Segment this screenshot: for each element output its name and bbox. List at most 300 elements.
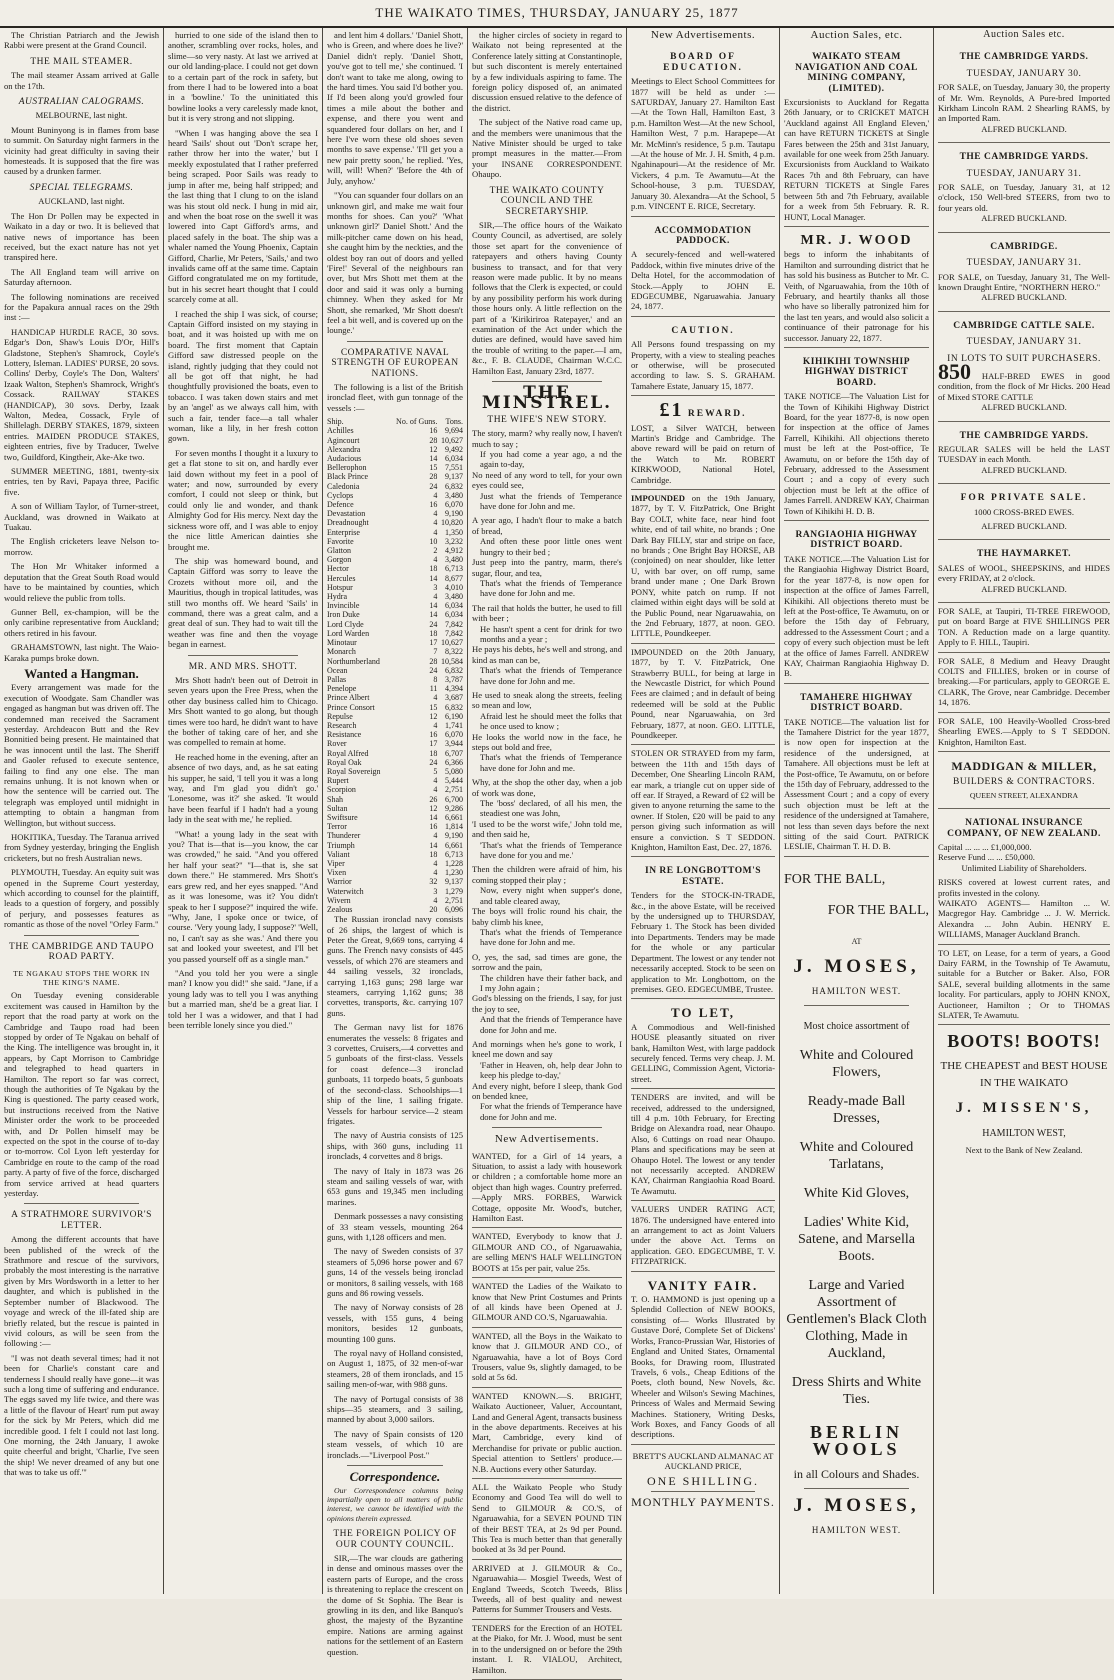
ship-row (327, 868, 463, 877)
ship-tons: 10,820 (441, 518, 463, 528)
ship-guns: 4 (433, 518, 438, 528)
colts-ad (938, 653, 1110, 713)
poem-line: The story, marm? why really now, I haven't much to say ; (472, 428, 622, 449)
shott-heading: MR. AND MRS. SHOTT. (188, 661, 298, 672)
almanac-price: ONE SHILLING. (647, 1473, 759, 1488)
ship-tons: 1,279 (445, 886, 463, 896)
poem-line: Just peep into the pantry, marm, there's sugar, flour, and tea, (472, 557, 622, 578)
ship-tons: 1,230 (445, 868, 463, 878)
classified-ad (472, 1278, 622, 1328)
ad-title: THE CAMBRIDGE YARDS. (959, 430, 1089, 441)
ship-row (327, 813, 463, 822)
survivor-paragraph: "I was not death several times; had it not been for Charlie's constant care and tenderness I should really have gone—it was such a long time of suffering and endurance. The eggs saved my life twice, and there was a little of the flavour of Heart' rum put away for the sick by Mr Peters, which did me incredible good. I felt I could not last long. One morning, the 24th January, I awoke quite cheerful and bright, 'Charlie, I've seen the ship! We never dreamed of any but one that was to take us off.'" (4, 1352, 159, 1478)
ship-tons: 3,787 (445, 674, 463, 684)
ship-name: Defence (327, 500, 354, 510)
poem-line: For what the friends of Temperance have done for John and me. (480, 1101, 622, 1122)
ship-guns: 2 (433, 546, 438, 556)
ship-tons: 3,232 (445, 536, 463, 546)
ship-tons: 2,751 (445, 895, 463, 905)
ship-name: Terror (327, 822, 347, 832)
ship-name: Swiftsure (327, 812, 358, 822)
ship-name: Prince Consort (327, 702, 375, 712)
drown-paragraph: A son of William Taylor, of Turner-street, Auckland, was drowned in Waikato at Tuakau. (4, 501, 159, 533)
ship-tons: 9,492 (445, 444, 463, 454)
ship-guns: 17 (429, 638, 438, 648)
ad-title: IN RE LONGBOTTOM'S ESTATE. (645, 866, 761, 887)
ship-guns: 15 (429, 463, 438, 473)
ship-guns: 4 (433, 555, 438, 565)
poem-line: The rail that holds the butter, he used to fill with beer ; (472, 602, 622, 624)
ship-name: Warrior (327, 877, 352, 887)
moses-item: Dress Shirts and White Ties. (791, 1374, 922, 1407)
ad-title: THE CAMBRIDGE YARDS. (959, 152, 1089, 163)
ship-name: Iron Duke (327, 610, 360, 620)
poem-line: That's what the friends of Temperance have done for John and me. (480, 926, 622, 948)
poem-line: He looks the world now in the face, he steps out bold and free, (472, 731, 622, 752)
paddock-ad (631, 217, 775, 317)
secretaryship-paragraph: SIR,—The office hours of the Waikato County Council, as advertised, are solely those set apart for the convenience of ratepayers and others having County business to transact, and for that very reason were made public. It by no means follows that the Clerk is expected, or could by any possibility perform his work during those hours only. A little reflection on the part of a 'Kirikiriroa Ratepayer,' and an examination of the Act under which the duties are defined, would have saved him the trouble of writing to the paper.—I am, &c., F. B. CLAUDE, Chairman W.C.C. Hamilton East, January 23rd, 1877. (472, 219, 622, 376)
shott-paragraph: He reached home in the evening, after an absence of two days, and, as he sat eating his supper, he said, 'I tell you it was a long way, and I'm glad you didn't go.' 'Lonesome, was it?' she asked. 'It would have been fearful if I hadn't had a young lady in the seat with me,' he replied. (168, 751, 318, 825)
moses-item: Most choice assortment of (803, 1020, 910, 1032)
naval-paragraph: The navy of Austria consists of 125 ships, with 360 guns, including 11 ironclads, 4 corvettes and 8 brigs. (327, 1130, 463, 1162)
ship-row (327, 785, 463, 794)
naval-paragraph: The German navy list for 1876 enumerates the vessels: 8 frigates and 3 corvettes, Cruisers,—4 corvettes and 5 gunboats of the first-class. Vessels for coast defence—3 ironclad gunboats, 11 torpedo boats, 5 gunboats of the second-class. Schoolships—1 ship of the line, 1 sailing frigate. Vessels for harbour service—2 steam frigates. (327, 1022, 463, 1126)
ad-body: All Persons found trespassing on my Property, with a view to stealing peaches or otherwise, will be prosecuted according to law. S. S. GRAHAM. Tamahere Estate, January 15, 1877. (631, 339, 775, 391)
ball-line: FOR THE BALL, (784, 871, 886, 887)
missen-ad (938, 1033, 1110, 1159)
tenders-ad (631, 1089, 775, 1201)
ships-header: No. of Guns. (396, 417, 438, 427)
firewood-ad (938, 603, 1110, 653)
naval-paragraph: The Russian ironclad navy consists of 26 ships, the largest of which is Peter the Great, 9,669 tons, carrying 4 guns. The French navy consists of 445 vessels, of which 276 are steamers and 44 sailing vessels, 32 ironclads, carrying 1,163 guns; 298 large war steamers, carrying 1,162 guns; 38 corvettes, transports, &c. carrying 107 guns. (327, 914, 463, 1018)
column-4 (468, 30, 626, 1675)
ship-name: Wivern (327, 895, 351, 905)
poem-line: Then the children were afraid of him, his coming stopped their play ; (472, 864, 622, 885)
ship-guns: 4 (433, 895, 438, 905)
ship-guns: 4 (433, 490, 438, 500)
ship-name: Agincourt (327, 435, 360, 445)
ship-tons: 7,842 (445, 619, 463, 629)
poem-line: Now, every night when supper's done, and table cleared away, (480, 885, 622, 906)
ship-guns: 18 (429, 564, 438, 574)
auction-heading: Auction Sales etc. (983, 29, 1065, 40)
ad-title: VANITY FAIR. (647, 1277, 759, 1293)
cambridge-yards-ad (938, 422, 1110, 485)
intro-paragraph: The Christian Patriarch and the Jewish Rabbi were present at the Grand Council. (4, 30, 159, 51)
naval-intro: The following is a list of the British ironclad fleet, with gun tonnage of the vessels :— (327, 382, 463, 413)
ship-row (327, 583, 463, 592)
ship-tons: 1,350 (445, 527, 463, 537)
ship-name: Shah (327, 794, 343, 804)
ship-guns: 24 (429, 665, 438, 675)
classified-ad (472, 1228, 622, 1278)
ship-row (327, 721, 463, 730)
ship-row (327, 555, 463, 564)
berlin-wools: BERLIN WOOLS (809, 1421, 904, 1459)
ship-name: Favorite (327, 536, 354, 546)
ad-body: FOR SALE, on Tuesday, January 31, The Well-known Draught Entire, "NORTHERN HERO." (938, 271, 1110, 292)
ship-tons: 6,070 (445, 500, 463, 510)
ship-row (327, 647, 463, 656)
ship-tons: 5,444 (445, 776, 463, 786)
ship-row (327, 730, 463, 739)
ship-row (327, 629, 463, 638)
ship-row (327, 850, 463, 859)
classified-ad (472, 1560, 622, 1620)
ad-title: TO LET, (670, 1005, 736, 1021)
ships-header: Tons. (445, 417, 463, 427)
berlin-sub: in all Colours and Shades. (793, 1466, 920, 1481)
ship-name: Rover (327, 739, 347, 749)
ship-guns: 4 (433, 527, 438, 537)
ships-body (327, 426, 463, 914)
ship-guns: 14 (429, 573, 438, 583)
haymarket-ad (938, 540, 1110, 603)
poem-line: If you had come a year ago, a nd the again to-day, (480, 449, 622, 470)
ship-guns: 24 (429, 619, 438, 629)
ship-row (327, 601, 463, 610)
ship-tons: 1,741 (445, 720, 463, 730)
hangman-paragraph: Every arrangement was made for the execution of Woodgate. Sam Chandler was engaged as hangman but was driven off. The condemned man received the Sacrament yesterday. Archdeacon Butt and the Rev Bonnitied being present. He maintained that he was innocent until the last. The Sheriff and Gaoler refused to execute sentence, failing to find any one else. The man remains unhung. It is not known when or how the sentence will be carried out. The telegraph was employed until midnight in attempting to obtain a hangman from Wellington, but without success. (4, 682, 159, 828)
summer-paragraph: SUMMER MEETING, 1881, twenty-six entries, ten by Ravi, Papaya three, Pacific five. (4, 466, 159, 497)
ad-body: SALES of WOOL, SHEEPSKINS, and HIDES every FRIDAY, at 2 o'clock. (938, 562, 1110, 584)
ad-body: ARRIVED at J. GILMOUR & Co., Ngaruawahia— Mosgiel Tweeds, West of England Tweeds, Scotch Tweeds, Bliss Tweeds, all of best quality and newest Patterns for Summer Trousers and Vests. (472, 1562, 622, 1615)
moses-ad (784, 871, 929, 1539)
ad-title: CAMBRIDGE. (990, 241, 1058, 252)
ship-row (327, 426, 463, 435)
ship-guns: 18 (429, 628, 438, 638)
story-paragraph: "When I was hanging above the sea I heard 'Sails' shout out 'Don't scrape her, rather throw her into the water,' but I meekly expostulated that I rather preferred being scraped. Poor Sails was ready to jump in after me, being half stripped; and the last thing that I clung to on the island was his stout old neck. I hung in mid air, and when the boat rose on the swell it was lowered into Capt Gifford's arms, and placed safely in the boat. The ship was a whaler named the Young Phoenix, Captain Gifford, Charlie, Mr Peters, 'Sails,' and two invalids came off at the same time. Captain Gifford congratulated me on my fortitude, but in his secret heart thought that I could scarcely come at all. (168, 127, 318, 305)
poem-line: And often these poor little ones went hungry to their bed ; (480, 536, 622, 557)
ship-tons: 6,034 (445, 601, 463, 611)
moses-item: White and Coloured Tarlatans, (799, 1139, 914, 1172)
plymouth-paragraph: PLYMOUTH, Tuesday. An equity suit was opened in the Supreme Court yesterday, which according to counsel for the plaintiff, leads to a question of forgery, and possibly of perjury, and possesses features as romantic as those of the novel "Orley Farm." (4, 867, 159, 930)
impound-ad (631, 644, 775, 746)
ship-row (327, 877, 463, 886)
poem-line: 'Father in Heaven, oh, help dear John to keep his pledge to-day,' (480, 1059, 622, 1081)
secretaryship-heading: THE WAIKATO COUNTY COUNCIL AND THE SECRETARYSHIP. (489, 185, 605, 217)
education-ad (631, 43, 775, 216)
column-6 (780, 30, 933, 1592)
ad-body: WANTED, for a Girl of 14 years, a Situation, to assist a lady with housework or children ; a comfortable home more an object than high wages. Country preferred.—Apply MRS. FORBES, Warwick Cottage, opposite Mr. Wood's, butcher, Hamilton East. (472, 1150, 622, 1224)
minstrel-heading: THE MINSTREL. (481, 383, 613, 414)
boots-title: BOOTS! BOOTS! (947, 1031, 1101, 1052)
ad-body: on the 19th January, 1877, by T. V. FitzPatrick, One Bright Bay COLT, white face, near hind foot white, end of tail white, no brands ; One Dark Bay FILLY, star and stripe on face, no brands ; One Bright Bay HORSE, AB (conjoined) on near shoulder, like letter U, with bar over, on off rump, same brand under mane ; One Dark Brown PONY, white patch on rump. If not claimed within eight days will be sold at the Public Pound, near Ngaruawahia, on the 2nd February, 1877, at noon. GEO. LITTLE, Poundkeeper. (631, 493, 775, 639)
reward-amount: £1 (659, 399, 684, 422)
ship-row (327, 546, 463, 555)
steam-navigation-ad (784, 43, 929, 227)
poem-line: The children have their father back, and I my John again ; (480, 972, 622, 993)
ship-name: Bellerophon (327, 463, 367, 473)
column-5 (627, 30, 779, 1592)
ad-date: TUESDAY, JANUARY 30. (966, 68, 1082, 79)
ship-tons: 6,661 (445, 840, 463, 850)
moses-item: White and Coloured Flowers, (799, 1047, 914, 1080)
ship-guns: 4 (433, 831, 438, 841)
moses-items (784, 1018, 929, 1408)
ship-name: Thunderer (327, 831, 361, 841)
ship-row (327, 905, 463, 914)
ad-capital: Capital ... ... ... £1,000,000. (938, 841, 1032, 852)
ship-guns: 14 (429, 812, 438, 822)
ship-tons: 4,394 (445, 684, 463, 694)
ship-name: Rupert (327, 776, 349, 786)
moses-address: HAMILTON WEST. (811, 1524, 902, 1535)
ship-guns: 14 (429, 454, 438, 464)
divider (24, 1203, 139, 1204)
mail-heading: THE MAIL STEAMER. (30, 56, 133, 67)
auctioneer: ALFRED BUCKLAND. (981, 583, 1067, 594)
poem-line: And that the friends of Temperance have done for John and me. (480, 1014, 622, 1035)
ship-name: Penelope (327, 684, 357, 694)
ship-guns: 24 (429, 481, 438, 491)
auctioneer: ALFRED BUCKLAND. (981, 213, 1067, 224)
cricket-paragraph: The English cricketers leave Nelson to-morrow. (4, 536, 159, 557)
ship-guns: 28 (429, 472, 438, 482)
ship-name: Scorpion (327, 785, 356, 795)
ship-guns: 14 (429, 601, 438, 611)
wood-ad (784, 227, 929, 348)
ship-tons: 8,322 (445, 647, 463, 657)
ship-row (327, 445, 463, 454)
ad-date: TUESDAY, JANUARY 31. (966, 168, 1082, 179)
estate-ad (631, 857, 775, 999)
ship-row (327, 657, 463, 666)
poem-line: The boys will frolic round his chair, the baby climb his knee, (472, 906, 622, 927)
ship-name: Devastation (327, 509, 366, 519)
ship-guns: 4 (433, 693, 438, 703)
ship-name: Sultan (327, 803, 348, 813)
ad-body: Excursionists to Auckland for Regatta 26th January, or to CRICKET MATCH 'Auckland against All England Eleven,' can have RETURN TICKETS at Single Fares between the 25th and 31st January, available for one week from 25th January. Excursionists from Auckland to Waikato Races 7th and 8th February, can have RETURN TICKETS at Single Fares between 5th and 7th February, available for a week from 5th February. R. R. HUNT, Local Manager. (784, 97, 929, 222)
ship-tons: 10,627 (441, 435, 463, 445)
shott-paragraph: "And you told her you were a single man? I know you did!" she said. "Jane, if a young lady was to tell you I was anything but a married man, she'd be a great liar. I told her I was a widower, and that I had been terrible lonely since you died." (168, 967, 318, 1030)
ship-tons: 3,687 (445, 693, 463, 703)
ship-tons: 3,944 (445, 739, 463, 749)
ship-name: Hector (327, 564, 349, 574)
whitaker-paragraph: The Hon Mr Whitaker informed a deputation that the Great South Road would have to be maintained by counties, which would relieve the public from tolls. (4, 561, 159, 603)
special-paragraph: The All England team will arrive on Saturday afternoon. (4, 266, 159, 288)
column-3 (323, 30, 467, 1657)
ship-row (327, 509, 463, 518)
ship-name: Audacious (327, 454, 362, 464)
ad-body: A Commodious and Well-finished HOUSE pleasantly situated on river bank, Hamilton West, with large paddock securely fenced. Terms very cheap. J. M. GELLING, Commission Agent, Victoria-street. (631, 1021, 775, 1084)
ship-guns: 18 (429, 849, 438, 859)
ship-name: Alexandra (327, 444, 361, 454)
reward-ad (631, 396, 775, 490)
poem-line: God's blessing on the friends, I say, for just the joy to see, (472, 993, 622, 1014)
maddigan-ad (938, 752, 1110, 809)
ship-guns: 11 (429, 684, 438, 694)
correspondence-note: Our Correspondence columns being impartially open to all matters of public interest, we cannot be identified with the opinions therein expressed. (327, 1485, 463, 1523)
divider (347, 1465, 443, 1466)
ad-title: REWARD. (687, 409, 747, 420)
ship-name: Repulse (327, 711, 353, 721)
naval-paragraph: The navy of Italy in 1873 was 26 steam and sailing vessels of war, with 653 guns and 19,345 men including marines. (327, 1165, 463, 1207)
ship-name: Royal Alfred (327, 748, 369, 758)
ship-name: Gorgon (327, 555, 352, 565)
ship-name: Black Prince (327, 472, 369, 482)
ship-row (327, 518, 463, 527)
ship-tons: 9,190 (445, 509, 463, 519)
to-let-ad (631, 999, 775, 1089)
ship-guns: 4 (433, 858, 438, 868)
story-paragraph: I reached the ship I was sick, of course; Captain Gifford insisted on my staying in boat, and it was hoisted up with me on board. The first moment that Captain Gifford saw distressed people on the island, rightly judging that they could not all be got off that night, he had thoughtfully provisioned the boats, even to tobacco. I was taken down stairs and met by an 'angel' as we always call him, with such a fair, tender face—a tall whaler woman, like a lily, in her fresh cotton gown. (168, 308, 318, 444)
moses-name: J. MOSES, (793, 955, 920, 977)
ship-row (327, 767, 463, 776)
classified-ad (472, 1620, 622, 1680)
poem-line: He pays his debts, he's well and strong, and kind as man can be, (472, 644, 622, 665)
ship-tons: 9,286 (445, 803, 463, 813)
ship-name: Zealous (327, 904, 353, 914)
poem-line: He hasn't spent a cent for drink for two months and a year ; (480, 623, 622, 644)
ship-tons: 6,713 (445, 849, 463, 859)
ad-title: CAMBRIDGE CATTLE SALE. (953, 320, 1095, 331)
ship-row (327, 564, 463, 573)
ship-guns: 3 (433, 582, 438, 592)
ad-subtitle: IN LOTS TO SUIT PURCHASERS. (947, 353, 1101, 364)
ship-tons: 10,627 (441, 638, 463, 648)
ship-tons: 3,480 (445, 592, 463, 602)
ship-tons: 9,694 (445, 426, 463, 436)
ad-body: FOR SALE, at Taupiri, TI-TREE FIREWOOD, put on board Barge at FIVE SHILLINGS PER TON. A Reduction made on a large quantity. Apply to F. HILL, Taupiri. (938, 606, 1110, 648)
shott-paragraph: "What! a young lady in the seat with you? That is—that is—you know, the car was crowded," he said. "And you offered her half your seat?" "I—that is, she sat down there." He stammered. Mrs Shott's ears grew red, and her eyes snapped. "And as it was lonesome, was it? You didn't speak to her I suppose?" inquired the wife. "Why, Jane, I spoke once or twice, of course. 'Very young lady, I suppose?' 'Well, no, I can't say as she was.' And there you sat and looked your sweetest, and I'll bet you passed yourself off as a single man." (168, 828, 318, 964)
ship-row (327, 666, 463, 675)
ad-body: TO LET, on Lease, for a term of years, a Good Dairy FARM, in the Township of Te Awamutu, suitable for a Butcher or Baker. Also, FOR SALE, several building allotments in the same locality. For particulars, apply to JOHN KNOX, Auctioneer, Hamilton ; Or to THOMAS SLATER, Te Awamutu. (938, 947, 1110, 1021)
moses-item: Ready-made Ball Dresses, (807, 1093, 906, 1126)
ship-guns: 16 (429, 500, 438, 510)
ship-tons: 4,912 (445, 546, 463, 556)
ad-body: STOLEN OR STRAYED from my farm, between the 11th and 15th days of December, One Shearling Lincoln RAM, ear mark, a triangle cut on upper side of off ear. If Strayed, a Reward of £2 will be given to anyone returning the same to the owner. If Stolen, £20 will be paid to any person giving such information as will ensure a conviction. S T SEDDON. Knighton, Hamilton East, Dec. 27, 1876. (631, 748, 775, 853)
ship-name: Monarch (327, 647, 356, 657)
ship-guns: 4 (433, 868, 438, 878)
classified-ad (472, 1388, 622, 1479)
ship-name: Ocean (327, 665, 348, 675)
naval-paragraph: The navy of Sweden consists of 37 steamers of 5,096 horse power and 67 guns, 14 of the vessels being ironclad or monitors, 8 sailing vessels, with 168 guns and 86 rowing vessels. (327, 1246, 463, 1298)
ad-body: VALUERS UNDER RATING ACT, 1876. The undersigned have entered into an arrangement to act as Joint Valuers under the above Act. Terms on application. GEO. EDGECUMBE, T. V. FITZPATRICK. (631, 1204, 775, 1267)
ship-name: Minotaur (327, 638, 357, 648)
ship-tons: 6,661 (445, 812, 463, 822)
divider (24, 935, 139, 936)
ship-name: Waterwitch (327, 886, 364, 896)
ewes-count: 850 (938, 358, 971, 384)
ship-guns: 32 (429, 877, 438, 887)
ad-body: WANTED the Ladies of the Waikato to know that New Print Costumes and Prints of all kinds have been Opened at J. GILMOUR AND CO.'S, Ngaruawahia. (472, 1281, 622, 1323)
ships-table (327, 417, 463, 914)
ship-row (327, 638, 463, 647)
ship-tons: 6,034 (445, 454, 463, 464)
ad-title: MADDIGAN & MILLER, (951, 758, 1097, 773)
ship-guns: 4 (433, 785, 438, 795)
ship-tons: 4,010 (445, 582, 463, 592)
ad-title: THE CAMBRIDGE YARDS. (959, 52, 1089, 63)
poem-line: And mornings when he's gone to work, I kneel me down and say (472, 1038, 622, 1060)
ship-tons: 6,832 (445, 702, 463, 712)
special-paragraph: The following nominations are received for the Papakura annual races on the 29th inst :— (4, 291, 159, 323)
ad-body: TENDERS are invited, and will be received, addressed to the undersigned, till 4 p.m. 10th February, for Erecting Bridge on Alexandra road, near Ohaupo. Also, 6 Cuttings on road near Ohaupo. Plans and specifications may be seen at Ohaupo Hotel. The lowest or any tender not necessarily accepted. ANDREW KAY, Chairman Rangiaohia Road Board. Te Awamutu. (631, 1092, 775, 1196)
story-paragraph: "You can squander four dollars on an unknown girl, and make me wait four months for shoes. Can you?' 'What unknown girl?' Daniel Shott.' And the milk-pitcher came down on his head, she caught him by the neckties, and the oldest boy ran out of doors and yelled 'Fire!' Several of the neighbours ran over, but Mrs Shott met them at the door and said it was only a burning chimney. When they asked for Mr Shott, she remarked, 'Mr Shott doesn't feel a bit well, and is covered up on the lounge.' (327, 190, 463, 336)
ad-title: NATIONAL INSURANCE COMPANY, OF NEW ZEALAND. (947, 818, 1101, 839)
ship-tons: 1,228 (445, 858, 463, 868)
ad-body: FOR SALE, on Tuesday, January 31, at 12 o'clock, 150 Well-bred STEERS, from two to four years old. (938, 182, 1110, 213)
special-paragraph: The Hon Dr Pollen may be expected in Waikato in a day or two. It is believed that native news of importance has been received, but the exact nature has not yet transpired here. (4, 210, 159, 263)
ship-row (327, 749, 463, 758)
dateline: AUCKLAND, last night. (38, 196, 125, 207)
ship-guns: 18 (429, 748, 438, 758)
masthead: THE WAIKATO TIMES, THURSDAY, JANUARY 25, 1877 (0, 0, 1114, 28)
ship-tons: 10,584 (441, 656, 463, 666)
grahamstown-paragraph: GRAHAMSTOWN, last night. The Waio-Karaka pumps broke down. (4, 642, 159, 663)
ad-body: Tenders for the STOCK-IN-TRADE, &c., in the above Estate, will be received by the undersigned up to THURSDAY, February 1. The Stock has been divided into Departments. Tenders may be made for the whole or any particular Department. The lowest or any tender not necessarily accepted. Stock to be seen on application to Mr. Longbottom, on the premises. GEO. EDGECUMBE, Trustee. (631, 890, 775, 994)
tamahere-ad (784, 684, 929, 857)
poem (472, 428, 622, 1122)
naval-paragraph: The navy of Spain consists of 120 steam vessels, of which 10 are ironclads.—"Liverpool Post." (327, 1428, 463, 1460)
ship-guns: 4 (433, 509, 438, 519)
ship-row (327, 684, 463, 693)
special-heading: SPECIAL TELEGRAMS. (29, 182, 134, 193)
ship-guns: 5 (433, 766, 438, 776)
ship-guns: 12 (429, 803, 438, 813)
poem-line: 'I used to be the worst wife,' John told me, and then said he, (472, 818, 622, 840)
mail-paragraph: The mail steamer Assam arrived at Galle on the 17th. (4, 70, 159, 91)
ship-row (327, 500, 463, 509)
ad-body: begs to inform the inhabitants of Hamilton and surrounding district that he has sold his business as Butcher to Mr. C. Veith, of Ngaruawahia, from the 10th of February, and heartily thanks all those who have so liberally patronized him for the last ten years, and would also solicit a continuance of their patronage for his successor. January 22, 1877. (784, 249, 929, 343)
ad-title: TAMAHERE HIGHWAY DISTRICT BOARD. (800, 692, 913, 714)
ship-name: Royal Oak (327, 757, 362, 767)
divider (492, 1127, 602, 1128)
ship-guns: 14 (429, 610, 438, 620)
moses-item: White Kid Gloves, (803, 1185, 910, 1201)
ship-tons: 9,190 (445, 831, 463, 841)
ship-row (327, 831, 463, 840)
ad-body: TENDERS for the Erection of an HOTEL at the Piako, for Mr. J. Wood, must be sent in to the undersigned on or before the 29th instant. I. R. VIALOU, Architect, Hamilton. (472, 1622, 622, 1675)
missen-address: HAMILTON WEST, (982, 1128, 1066, 1140)
ship-row (327, 758, 463, 767)
ship-name: Royal Sovereign (327, 766, 381, 776)
divider (804, 1488, 909, 1489)
impound-ad (631, 490, 775, 644)
private-sale-ad (938, 484, 1110, 540)
ship-row (327, 472, 463, 481)
classified-ad (472, 1148, 622, 1229)
ad-body: 1000 CROSS-BRED EWES. (973, 506, 1075, 517)
ads-list (472, 1148, 622, 1680)
ship-row (327, 896, 463, 905)
ship-name: Caledonia (327, 481, 360, 491)
moses-item: Large and Varied Assortment of Gentlemen's Black Cloth Clothing, Made in Auckland, (786, 1277, 927, 1361)
ship-tons: 6,366 (445, 757, 463, 767)
ship-tons: 7,842 (445, 628, 463, 638)
ship-guns: 16 (429, 730, 438, 740)
road-paragraph: On Tuesday evening considerable excitement was caused in Hamilton by the report that the road party at work on the Cambridge and Taupo road had been stopped by order of Te Ngakau on behalf of the King. The intelligence was brought in, it appears, by Capt Morrison to Cambridge and telegraphed to head quarters in Hamilton. The report so far was correct, though the authorities of Te Ngakau by the King is questioned. The party ceased work, but instructions received from the Native Minister order the work to be proceeded with, and Dr Pollen himself may be expected on the spot in the course of to-day or to-morrow. Col Lyon left yesterday for Cambridge en route to the camp of the road party. A party of five of the force, discharged from service arrived at head quarters yesterday. (4, 990, 159, 1199)
ship-tons: 9,137 (445, 877, 463, 887)
column-1 (0, 30, 163, 1592)
ad-reserve: Reserve Fund ... ... £50,000. (938, 852, 1035, 863)
column-7 (934, 30, 1114, 1592)
australian-heading: AUSTRALIAN CALOGRAMS. (18, 97, 145, 108)
divider (804, 1005, 909, 1006)
classified-ad (472, 1328, 622, 1388)
ship-tons: 6,832 (445, 665, 463, 675)
ad-title: WAIKATO STEAM NAVIGATION AND COAL MINING COMPANY, (LIMITED). (795, 52, 918, 94)
cattle-sale-ad (938, 312, 1110, 422)
auctioneer: ALFRED BUCKLAND. (981, 123, 1067, 134)
ad-body: ALL the Waikato People who Study Economy and Good Tea will do well to Send to GILMOUR & CO.'S, of Ngaruawahia, for a SEVEN POUND TIN of their BEST TEA, at 2s 9d per Pound. This Tea is much better than that generally booked at 3s 3d per Pound. (472, 1482, 622, 1555)
cambridge-ad (938, 233, 1110, 312)
poem-line: Afraid lest he should meet the folks that he once used to know ; (480, 710, 622, 732)
moses-item: Ladies' White Kid, Satene, and Marsella Boots. (797, 1214, 915, 1264)
ship-row (327, 703, 463, 712)
ad-body: Unlimited Liability of Shareholders. (961, 862, 1087, 873)
